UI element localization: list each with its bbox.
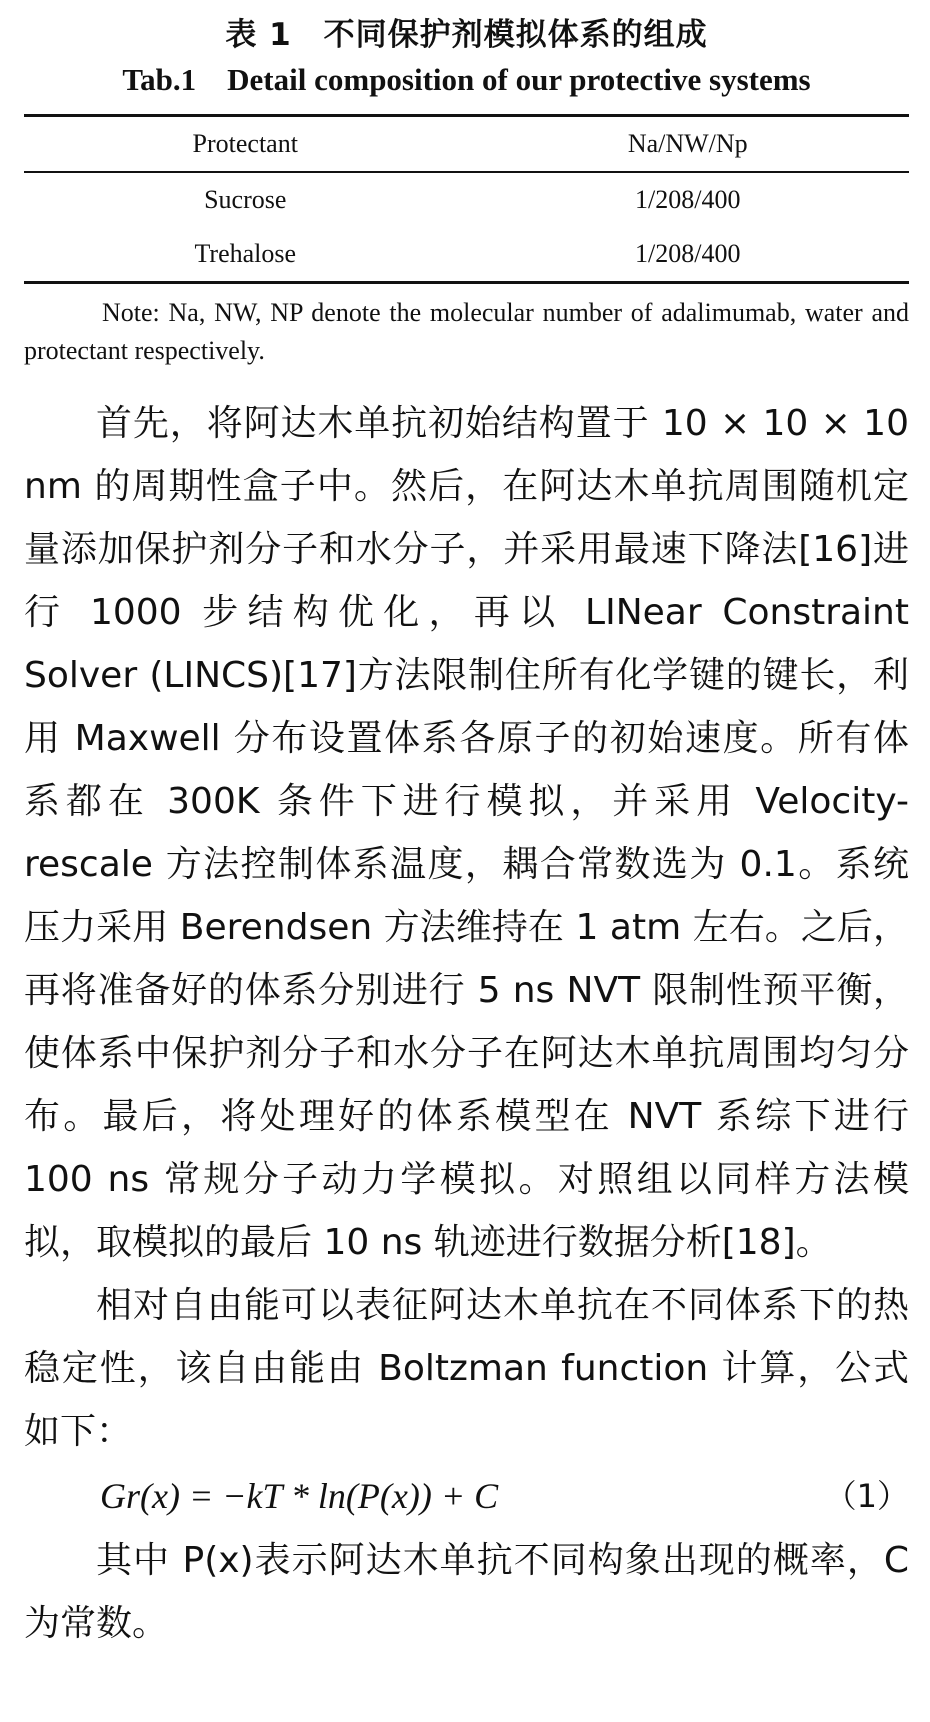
table-cell-protectant: Trehalose bbox=[194, 239, 297, 268]
table-row bbox=[24, 227, 909, 283]
table-cell-protectant: Sucrose bbox=[204, 185, 287, 214]
equation-formula: Gr(x) = −kT * ln(P(x)) + C bbox=[100, 1476, 499, 1516]
table-header bbox=[24, 116, 909, 173]
equation-number: （1） bbox=[824, 1477, 909, 1515]
article-body bbox=[24, 392, 909, 1655]
table-cell-ratio: 1/208/400 bbox=[635, 185, 741, 214]
table-cell-ratio: 1/208/400 bbox=[635, 239, 741, 268]
equation-explanation-paragraph: 其中 P(x)表示阿达木单抗不同构象出现的概率，C 为常数。 bbox=[24, 1540, 909, 1644]
table-body bbox=[24, 172, 909, 283]
table-row bbox=[24, 172, 909, 227]
methods-paragraph: 首先，将阿达木单抗初始结构置于 10 × 10 × 10 nm 的周期性盒子中。然后，在阿达木单抗周围随机定量添加保护剂分子和水分子，并采用最速下降法[16]进行 1000 步结构优化，再以 LINear Constraint Solver (LINCS)[17]方法限制住所有化学键的键长，利用 Maxwell 分布设置体系各原子的初始速度。所有体系都在 300K 条件下进行模拟，并采用 Velocity- rescale 方法控制体系温度，耦合常数选为 0.1。系统压力采用 Berendsen 方法维持在 1 atm 左右。之后，再将准备好的体系分别进行 5 ns NVT 限制性预平衡，使体系中保护剂分子和水分子在阿达木单抗周围均匀分布。最后，将处理好的体系模型在 NVT 系综下进行 100 ns 常规分子动力学模拟。对照组以同样方法模拟，取模拟的最后 10 ns 轨迹进行数据分析[18]。 bbox=[24, 403, 909, 1263]
table-header-molecule-ratio: Na/NW/Np bbox=[627, 129, 748, 158]
table-caption-chinese: 表 1 不同保护剂模拟体系的组成 bbox=[225, 17, 708, 53]
composition-table bbox=[24, 114, 909, 284]
free-energy-equation bbox=[24, 1463, 909, 1529]
free-energy-paragraph: 相对自由能可以表征阿达木单抗在不同体系下的热稳定性，该自由能由 Boltzman function 计算，公式如下： bbox=[24, 1285, 909, 1452]
composition-table-wrapper bbox=[24, 114, 909, 284]
table-caption-english: Tab.1 Detail composition of our protective systems bbox=[122, 62, 811, 97]
table-header-protectant: Protectant bbox=[192, 129, 298, 158]
paper-page bbox=[24, 0, 909, 1655]
table-note: Note: Na, NW, NP denote the molecular number of adalimumab, water and protectant respectively. bbox=[24, 298, 909, 365]
table-header-row bbox=[24, 116, 909, 173]
